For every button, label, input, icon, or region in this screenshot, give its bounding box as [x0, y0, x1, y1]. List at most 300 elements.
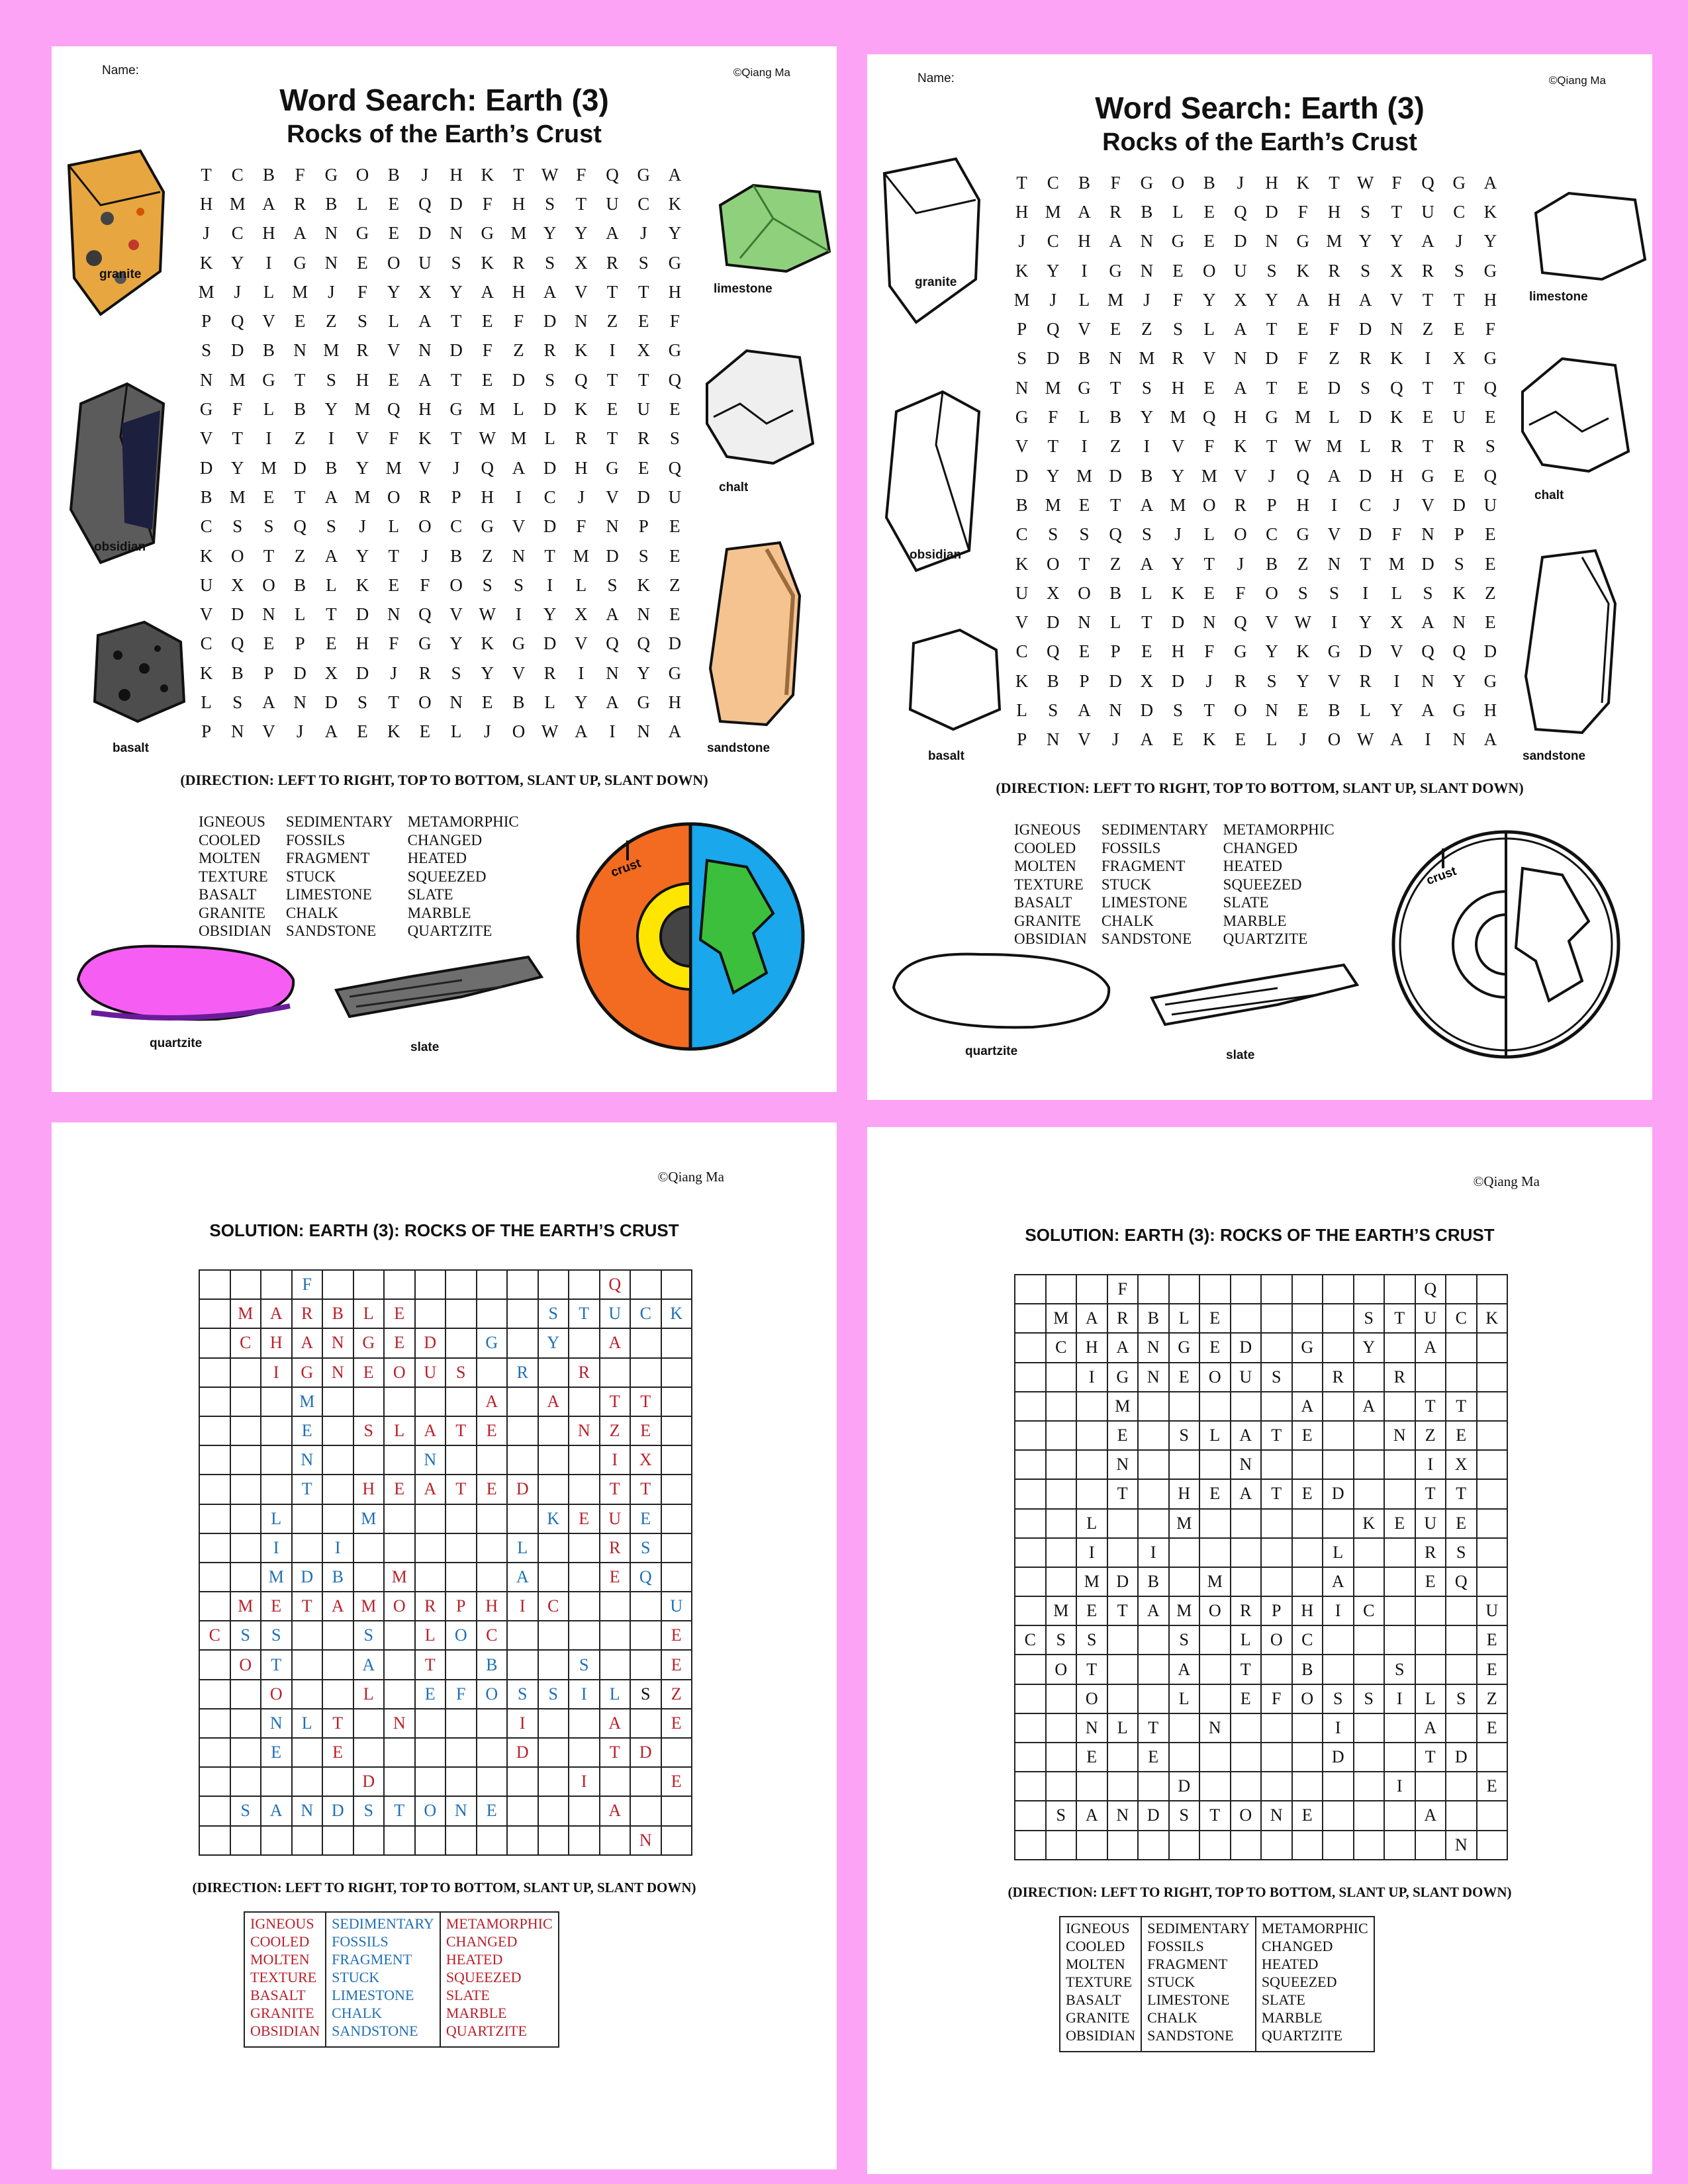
solution-cell: E	[1477, 1655, 1508, 1684]
grid-letter: Y	[575, 692, 588, 712]
solution-word: COOLED	[1066, 1938, 1125, 1954]
solution-cell	[230, 1445, 261, 1475]
solution-cell: N	[1138, 1333, 1169, 1362]
solution-cell	[538, 1709, 569, 1738]
word-list-item: MARBLE	[1223, 912, 1287, 929]
grid-letter: M	[479, 399, 496, 420]
solution-row	[1015, 1567, 1507, 1596]
solution-cell	[569, 1796, 600, 1825]
grid-row	[1006, 520, 1569, 549]
solution-cell: A	[600, 1709, 631, 1738]
solution-cell: A	[1169, 1655, 1200, 1684]
grid-letter: J	[484, 721, 491, 742]
grid-letter: Q	[1234, 201, 1247, 222]
grid-letter: P	[1110, 641, 1121, 662]
grid-letter: V	[1421, 494, 1434, 515]
solution-cell	[230, 1767, 261, 1796]
word-list-item: STUCK	[1101, 876, 1152, 893]
solution-cell: I	[261, 1533, 292, 1563]
solution-cell	[538, 1650, 569, 1679]
grid-letter: F	[1485, 319, 1495, 340]
solution-cell: E	[661, 1709, 692, 1738]
grid-letter: A	[324, 486, 338, 507]
grid-letter: E	[1297, 377, 1309, 398]
grid-letter: H	[668, 281, 682, 302]
grid-letter: O	[262, 574, 275, 595]
word-list-column	[1223, 821, 1335, 948]
solution-cell	[199, 1533, 230, 1563]
solution-word: BASALT	[1066, 1991, 1121, 2008]
solution-cell: D	[507, 1475, 538, 1504]
solution-cell: O	[1292, 1684, 1323, 1713]
solution-cell: E	[1199, 1304, 1231, 1333]
solution-cell	[1199, 1743, 1231, 1772]
solution-cell: I	[1384, 1772, 1415, 1801]
grid-letter: L	[1109, 612, 1121, 633]
solution-word: SQUEEZED	[1261, 1974, 1337, 1990]
grid-letter: L	[1172, 201, 1184, 222]
solution-cell: S	[630, 1680, 661, 1709]
solution-cell	[538, 1796, 569, 1825]
solution-cell	[445, 1328, 477, 1357]
grid-letter: A	[668, 721, 682, 742]
solution-cell	[630, 1650, 661, 1679]
grid-letter: B	[1141, 201, 1153, 222]
solution-cell	[1354, 1479, 1385, 1508]
solution-cell: F	[1261, 1684, 1292, 1713]
solution-cell	[630, 1796, 661, 1825]
grid-letter: I	[1362, 582, 1369, 603]
limestone-rock-outline	[1529, 187, 1648, 286]
grid-letter: G	[355, 223, 369, 244]
grid-letter: H	[1015, 201, 1029, 222]
solution-cell	[384, 1826, 415, 1855]
word-list-item: SEDIMENTARY	[285, 813, 393, 830]
grid-letter: E	[1203, 201, 1215, 222]
grid-letter: K	[418, 428, 432, 449]
grid-letter: K	[481, 164, 494, 185]
grid-letter: A	[481, 281, 494, 302]
grid-letter: Q	[1234, 612, 1247, 633]
grid-letter: B	[1047, 670, 1059, 691]
grid-letter: B	[200, 486, 212, 507]
solution-row	[1015, 1304, 1507, 1333]
grid-letter: J	[1143, 289, 1150, 310]
grid-letter: P	[201, 721, 212, 742]
solution-cell	[1446, 1801, 1477, 1830]
grid-letter: N	[1265, 231, 1278, 251]
grid-letter: N	[1140, 231, 1154, 251]
solution-word: MOLTEN	[250, 1951, 310, 1968]
solution-cell	[1446, 1596, 1477, 1625]
solution-cell: C	[1292, 1625, 1323, 1655]
solution-cell	[353, 1445, 385, 1475]
solution-cell: A	[600, 1328, 631, 1357]
grid-letter: T	[1109, 494, 1121, 515]
grid-letter: D	[543, 399, 557, 420]
basalt-label: basalt	[928, 749, 964, 763]
solution-cell	[1046, 1363, 1077, 1392]
solution-cell	[538, 1563, 569, 1592]
solution-cell	[1261, 1275, 1292, 1304]
word-list-item: METAMORPHIC	[1223, 821, 1335, 838]
solution-cell	[445, 1387, 477, 1416]
word-list-item: SANDSTONE	[1101, 931, 1192, 947]
solution-cell: A	[1415, 1333, 1446, 1362]
solution-grid	[199, 1269, 692, 1856]
solution-cell: C	[199, 1621, 230, 1650]
grid-letter: R	[1422, 260, 1434, 281]
solution-row	[1015, 1655, 1507, 1684]
grid-letter: M	[385, 457, 402, 478]
grid-letter: I	[515, 486, 522, 507]
solution-word: COOLED	[250, 1933, 310, 1950]
solution-cell: D	[1323, 1479, 1354, 1508]
grid-letter: A	[606, 604, 619, 625]
solution-row	[1015, 1363, 1507, 1392]
grid-letter: T	[1141, 612, 1152, 633]
solution-cell: G	[353, 1328, 385, 1357]
granite-label: granite	[915, 275, 957, 289]
solution-cell: T	[1415, 1392, 1446, 1421]
solution-word: CHANGED	[445, 1933, 518, 1950]
solution-cell	[1477, 1801, 1508, 1830]
grid-letter: S	[1454, 553, 1464, 574]
grid-letter: O	[1171, 172, 1185, 193]
grid-letter: I	[1081, 260, 1088, 281]
solution-cell	[1046, 1479, 1077, 1508]
grid-letter: V	[355, 428, 369, 449]
grid-letter: Z	[1109, 553, 1121, 574]
solution-cell: T	[292, 1475, 323, 1504]
solution-word: CHANGED	[1261, 1938, 1333, 1954]
grid-letter: I	[1143, 436, 1150, 457]
solution-cell	[1477, 1831, 1508, 1860]
solution-cell	[477, 1270, 508, 1299]
grid-letter: R	[1359, 670, 1372, 691]
solution-cell	[1107, 1772, 1139, 1801]
solution-cell	[353, 1387, 385, 1416]
grid-letter: A	[1421, 700, 1434, 720]
limestone-label: limestone	[714, 282, 773, 296]
grid-letter: K	[387, 721, 400, 742]
solution-cell	[230, 1738, 261, 1767]
grid-letter: W	[479, 428, 496, 449]
grid-letter: D	[355, 604, 369, 625]
grid-row	[191, 629, 753, 659]
grid-letter: T	[1109, 377, 1121, 398]
solution-cell	[199, 1328, 230, 1357]
grid-letter: S	[357, 692, 368, 712]
grid-letter: T	[294, 369, 306, 390]
grid-letter: N	[1421, 524, 1434, 545]
solution-cell: I	[261, 1358, 292, 1387]
solution-cell	[1261, 1392, 1292, 1421]
solution-cell	[199, 1680, 230, 1709]
word-list-column	[1102, 821, 1209, 948]
grid-letter: X	[1390, 260, 1403, 281]
solution-cell	[1107, 1509, 1139, 1538]
direction-note: (DIRECTION: LEFT TO RIGHT, TOP TO BOTTOM, SLANT UP, SLANT DOWN)	[180, 772, 708, 788]
grid-letter: M	[198, 281, 214, 302]
solution-cell: D	[353, 1767, 385, 1796]
grid-letter: T	[1422, 289, 1434, 310]
solution-cell	[507, 1621, 538, 1650]
solution-cell: M	[384, 1563, 415, 1592]
solution-cell: E	[661, 1650, 692, 1679]
grid-letter: T	[450, 311, 462, 332]
grid-letter: D	[1358, 319, 1372, 340]
grid-letter: N	[1390, 319, 1403, 340]
grid-letter: P	[1017, 729, 1027, 750]
grid-letter: E	[388, 223, 399, 244]
grid-letter: J	[1111, 729, 1119, 750]
solution-cell: S	[630, 1533, 661, 1563]
solution-cell	[1415, 1625, 1446, 1655]
grid-letter: R	[294, 193, 306, 214]
grid-letter: E	[263, 486, 275, 507]
solution-cell: E	[1477, 1713, 1508, 1743]
solution-cell: M	[292, 1387, 323, 1416]
solution-cell	[630, 1767, 661, 1796]
solution-cell	[292, 1680, 323, 1709]
grid-row	[191, 659, 753, 688]
grid-letter: F	[1297, 348, 1308, 369]
grid-letter: M	[323, 340, 340, 361]
solution-cell	[261, 1387, 292, 1416]
worksheet-color-page	[52, 46, 837, 1092]
solution-cell: R	[569, 1358, 600, 1387]
grid-letter: S	[1454, 260, 1464, 281]
grid-row	[1006, 314, 1569, 343]
solution-cell	[445, 1533, 477, 1563]
solution-cell: U	[1477, 1596, 1508, 1625]
solution-cell	[199, 1299, 230, 1328]
grid-letter: F	[420, 574, 430, 595]
solution-cell	[1261, 1743, 1292, 1772]
solution-cell: T	[1231, 1655, 1262, 1684]
solution-cell	[199, 1358, 230, 1387]
grid-letter: J	[1237, 172, 1244, 193]
solution-row	[199, 1738, 692, 1767]
solution-cell	[353, 1533, 385, 1563]
solution-row	[1015, 1743, 1507, 1772]
solution-cell	[1107, 1831, 1139, 1860]
grid-letter: A	[1234, 319, 1247, 340]
grid-letter: Q	[668, 369, 682, 390]
solution-cell	[1015, 1801, 1046, 1830]
grid-letter: H	[1483, 700, 1497, 720]
word-list-item: COOLED	[199, 831, 261, 848]
grid-letter: A	[293, 223, 306, 244]
solution-cell: D	[322, 1796, 353, 1825]
grid-letter: W	[479, 604, 496, 625]
grid-letter: T	[201, 164, 212, 185]
solution-cell	[384, 1650, 415, 1679]
solution-cell	[1015, 1479, 1046, 1508]
solution-cell	[1015, 1363, 1046, 1392]
grid-letter: P	[1266, 494, 1277, 515]
grid-letter: E	[1078, 494, 1090, 515]
solution-cell	[1354, 1801, 1385, 1830]
solution-cell	[1231, 1509, 1262, 1538]
grid-letter: L	[1016, 700, 1027, 720]
solution-cell	[1477, 1450, 1508, 1479]
solution-cell: E	[1199, 1479, 1231, 1508]
solution-cell	[292, 1738, 323, 1767]
solution-cell	[1354, 1421, 1385, 1450]
solution-cell	[261, 1475, 292, 1504]
grid-letter: H	[1265, 172, 1278, 193]
solution-cell: H	[477, 1592, 508, 1621]
grid-letter: Z	[669, 574, 680, 595]
chalt-label: chalt	[719, 480, 749, 494]
solution-cell	[1477, 1743, 1508, 1772]
solution-cell: E	[384, 1299, 415, 1328]
solution-cell	[507, 1826, 538, 1855]
solution-row	[199, 1358, 692, 1387]
solution-cell: P	[445, 1592, 477, 1621]
grid-letter: T	[388, 545, 399, 566]
solution-cell	[1046, 1275, 1077, 1304]
grid-letter: D	[1171, 612, 1185, 633]
grid-letter: J	[1237, 553, 1244, 574]
grid-row	[191, 336, 753, 365]
solution-cell: E	[292, 1416, 323, 1445]
grid-letter: A	[1296, 289, 1310, 310]
solution-cell: S	[1169, 1625, 1200, 1655]
grid-letter: E	[1109, 319, 1121, 340]
grid-letter: R	[418, 486, 431, 507]
solution-cell	[1415, 1363, 1446, 1392]
solution-cell	[230, 1358, 261, 1387]
solution-cell: O	[1261, 1625, 1292, 1655]
grid-letter: D	[606, 545, 619, 566]
solution-cell	[1015, 1684, 1046, 1713]
word-list	[1014, 821, 1349, 948]
grid-letter: U	[606, 193, 619, 214]
solution-cell: E	[384, 1328, 415, 1357]
grid-letter: E	[1235, 729, 1246, 750]
solution-cell	[1384, 1567, 1415, 1596]
solution-cell	[1046, 1772, 1077, 1801]
solution-cell	[569, 1387, 600, 1416]
grid-letter: V	[1202, 348, 1216, 369]
solution-cell	[1415, 1655, 1446, 1684]
grid-letter: D	[355, 662, 369, 683]
solution-cell: C	[477, 1621, 508, 1650]
grid-letter: J	[234, 281, 242, 302]
grid-letter: T	[1453, 377, 1465, 398]
solution-cell: H	[1169, 1479, 1200, 1508]
solution-cell: G	[1292, 1333, 1323, 1362]
solution-cell: E	[1292, 1421, 1323, 1450]
solution-cell: M	[1076, 1567, 1107, 1596]
grid-letter: K	[1452, 582, 1466, 603]
solution-cell	[1292, 1538, 1323, 1567]
grid-letter: O	[1327, 729, 1341, 750]
grid-letter: Y	[543, 223, 557, 244]
grid-letter: V	[1327, 524, 1341, 545]
solution-cell: S	[1446, 1538, 1477, 1567]
solution-cell: X	[630, 1445, 661, 1475]
grid-row	[191, 600, 753, 629]
grid-letter: K	[1296, 172, 1310, 193]
solution-word: TEXTURE	[250, 1969, 317, 1985]
solution-cell	[1446, 1713, 1477, 1743]
grid-letter: F	[1173, 289, 1184, 310]
grid-letter: F	[1048, 407, 1058, 428]
grid-letter: M	[1326, 436, 1342, 457]
grid-letter: E	[1453, 319, 1465, 340]
word-list-item: HEATED	[407, 850, 467, 866]
word-list-item: BASALT	[1014, 894, 1072, 911]
solution-cell	[1199, 1538, 1231, 1567]
solution-word: HEATED	[1261, 1956, 1319, 1972]
solution-cell: X	[1446, 1450, 1477, 1479]
word-list-item: CHANGED	[407, 831, 483, 848]
grid-letter: M	[292, 281, 308, 302]
solution-row	[1015, 1831, 1507, 1860]
solution-cell: A	[1415, 1713, 1446, 1743]
solution-row	[199, 1533, 692, 1563]
grid-letter: T	[1266, 377, 1278, 398]
solution-cell: B	[1138, 1567, 1169, 1596]
grid-letter: C	[1047, 172, 1059, 193]
grid-letter: E	[1141, 641, 1152, 662]
grid-letter: C	[231, 164, 244, 185]
grid-letter: R	[1359, 348, 1372, 369]
solution-cell	[1292, 1363, 1323, 1392]
grid-letter: A	[1483, 172, 1497, 193]
solution-cell: E	[322, 1738, 353, 1767]
solution-cell: E	[630, 1504, 661, 1533]
grid-letter: A	[606, 223, 619, 244]
grid-letter: G	[512, 633, 526, 654]
word-list-item: FOSSILS	[285, 831, 346, 848]
solution-cell	[199, 1387, 230, 1416]
grid-letter: E	[388, 574, 399, 595]
solution-cell	[1261, 1567, 1292, 1596]
solution-cell	[1354, 1567, 1385, 1596]
grid-letter: G	[481, 516, 494, 537]
grid-letter: K	[575, 340, 588, 361]
solution-cell: T	[384, 1796, 415, 1825]
grid-row	[191, 424, 753, 453]
solution-cell	[1107, 1538, 1139, 1567]
grid-letter: X	[418, 281, 432, 302]
solution-cell	[1107, 1655, 1139, 1684]
solution-cell: O	[1199, 1596, 1231, 1625]
obsidian-label: obsidian	[94, 540, 146, 554]
solution-cell	[1231, 1275, 1262, 1304]
grid-letter: S	[638, 252, 649, 273]
solution-cell: E	[477, 1416, 508, 1445]
solution-cell: Z	[600, 1416, 631, 1445]
grid-letter: Q	[418, 604, 432, 625]
solution-cell	[1354, 1450, 1385, 1479]
solution-cell: B	[477, 1650, 508, 1679]
grid-row	[1006, 373, 1569, 402]
grid-letter: N	[1327, 553, 1341, 574]
solution-cell: A	[1107, 1333, 1139, 1362]
grid-letter: J	[1174, 524, 1182, 545]
grid-letter: H	[1327, 289, 1341, 310]
grid-letter: S	[1329, 582, 1339, 603]
solution-cell: E	[1446, 1421, 1477, 1450]
copyright: ©Qiang Ma	[733, 66, 790, 79]
solution-cell	[199, 1767, 230, 1796]
